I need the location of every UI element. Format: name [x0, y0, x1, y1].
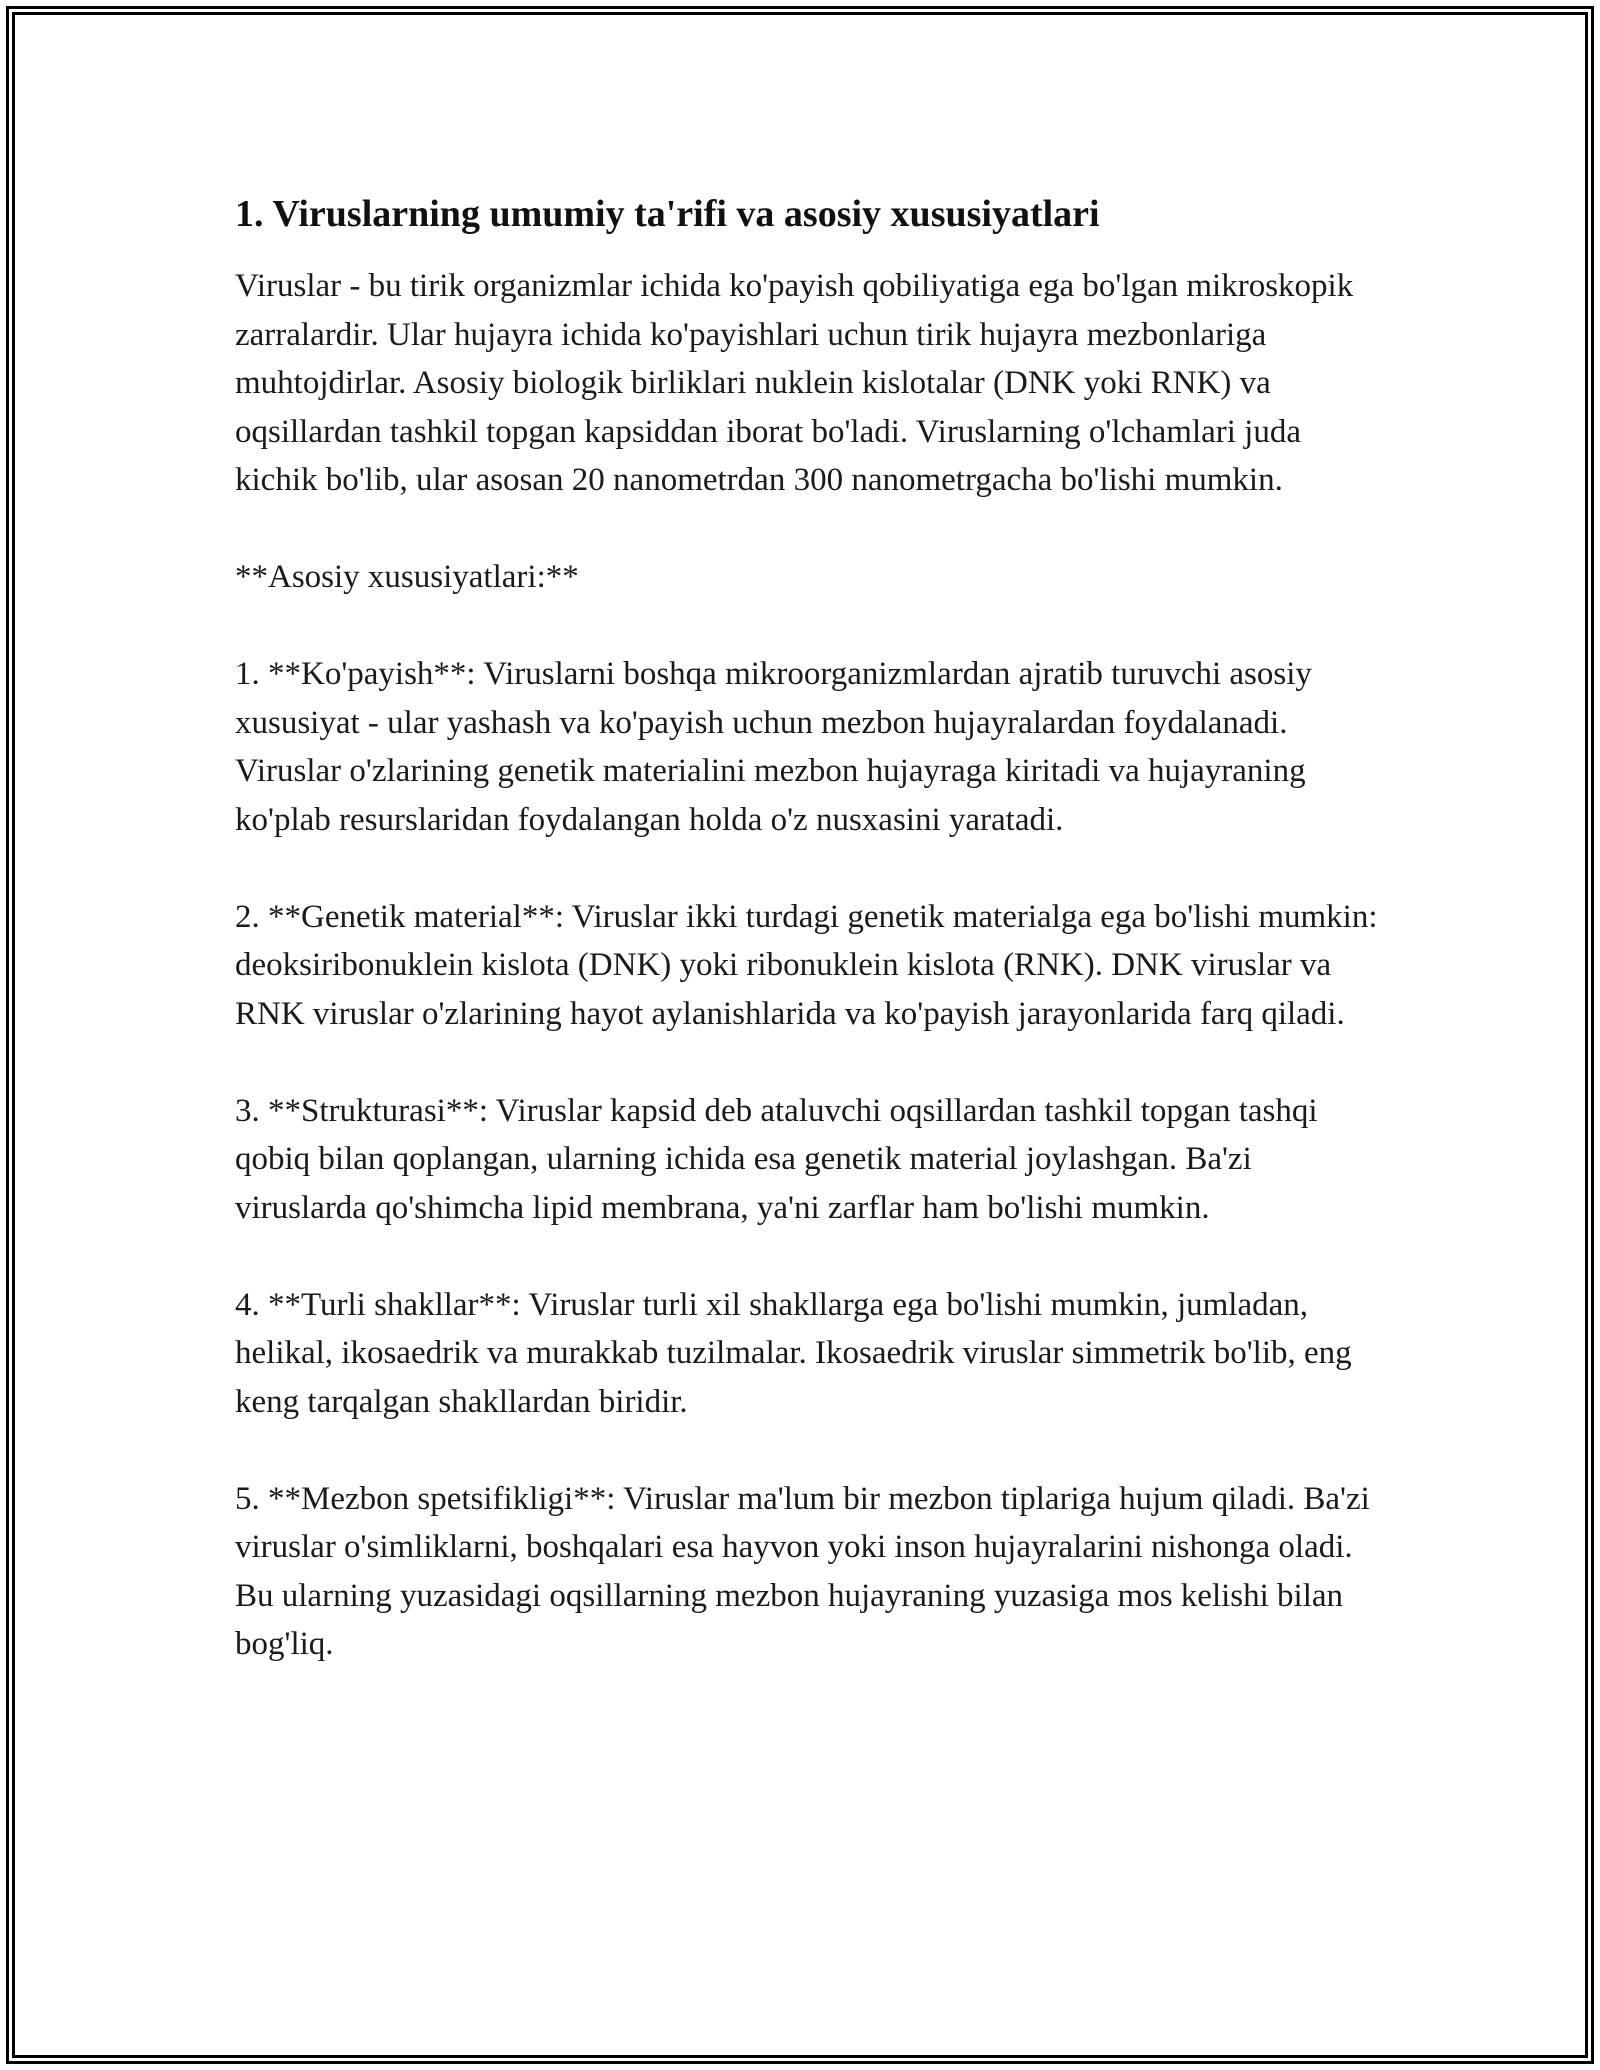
document-title: 1. Viruslarning umumiy ta'rifi va asosiy xususiyatlari [235, 193, 1100, 235]
list-item: 4. **Turli shakllar**: Viruslar turli xil shakllarga ega bo'lishi mumkin, jumladan, helikal, ikosaedrik va murakkab tuzilmalar. Ikosaedrik viruslar simmetrik bo'lib, eng keng tarqalgan shakllardan biridir. [235, 1286, 1352, 1420]
list-item: 3. **Strukturasi**: Viruslar kapsid deb ataluvchi oqsillardan tashkil topgan tashqi qobiq bilan qoplangan, ularning ichida esa genetik material joylashgan. Ba'zi viruslarda qo'shimcha lipid membrana, ya'ni zarflar ham bo'lishi mumkin. [235, 1092, 1318, 1226]
list-item: 5. **Mezbon spetsifikligi**: Viruslar ma'lum bir mezbon tiplariga hujum qiladi. Ba'zi viruslar o'simliklarni, boshqalari esa hayvon yoki inson hujayralarini nishonga oladi. Bu ularning yuzasidagi oqsillarning mezbon hujayraning yuzasiga mos kelishi bilan bog'liq. [235, 1480, 1370, 1662]
intro-paragraph: Viruslar - bu tirik organizmlar ichida ko'payish qobiliyatiga ega bo'lgan mikroskopik zarralardir. Ular hujayra ichida ko'payishlari uchun tirik hujayra mezbonlariga muhtojdirlar. Asosiy biologik birliklari nuklein kislotalar (DNK yoki RNK) va oqsillardan tashkil topgan kapsiddan iborat bo'ladi. Viruslarning o'lchamlari juda kichik bo'lib, ular asosan 20 nanometrdan 300 nanometrgacha bo'lishi mumkin. [235, 268, 1354, 498]
subheading-paragraph: **Asosiy xususiyatlari:** [235, 559, 579, 595]
list-item: 1. **Ko'payish**: Viruslarni boshqa mikroorganizmlardan ajratib turuvchi asosiy xususiyat - ular yashash va ko'payish uchun mezbon hujayralardan foydalanadi. Viruslar o'zlarining genetik materialini mezbon hujayraga kiritadi va hujayraning ko'plab resurslaridan foydalangan holda o'z nusxasini yaratadi. [235, 656, 1312, 838]
list-item: 2. **Genetik material**: Viruslar ikki turdagi genetik materialga ega bo'lishi mumkin: deoksiribonuklein kislota (DNK) yoki ribonuklein kislota (RNK). DNK viruslar va RNK viruslar o'zlarining hayot aylanishlarida va ko'payish jarayonlarida farq qiladi. [235, 898, 1378, 1032]
document-body [235, 188, 1380, 1669]
